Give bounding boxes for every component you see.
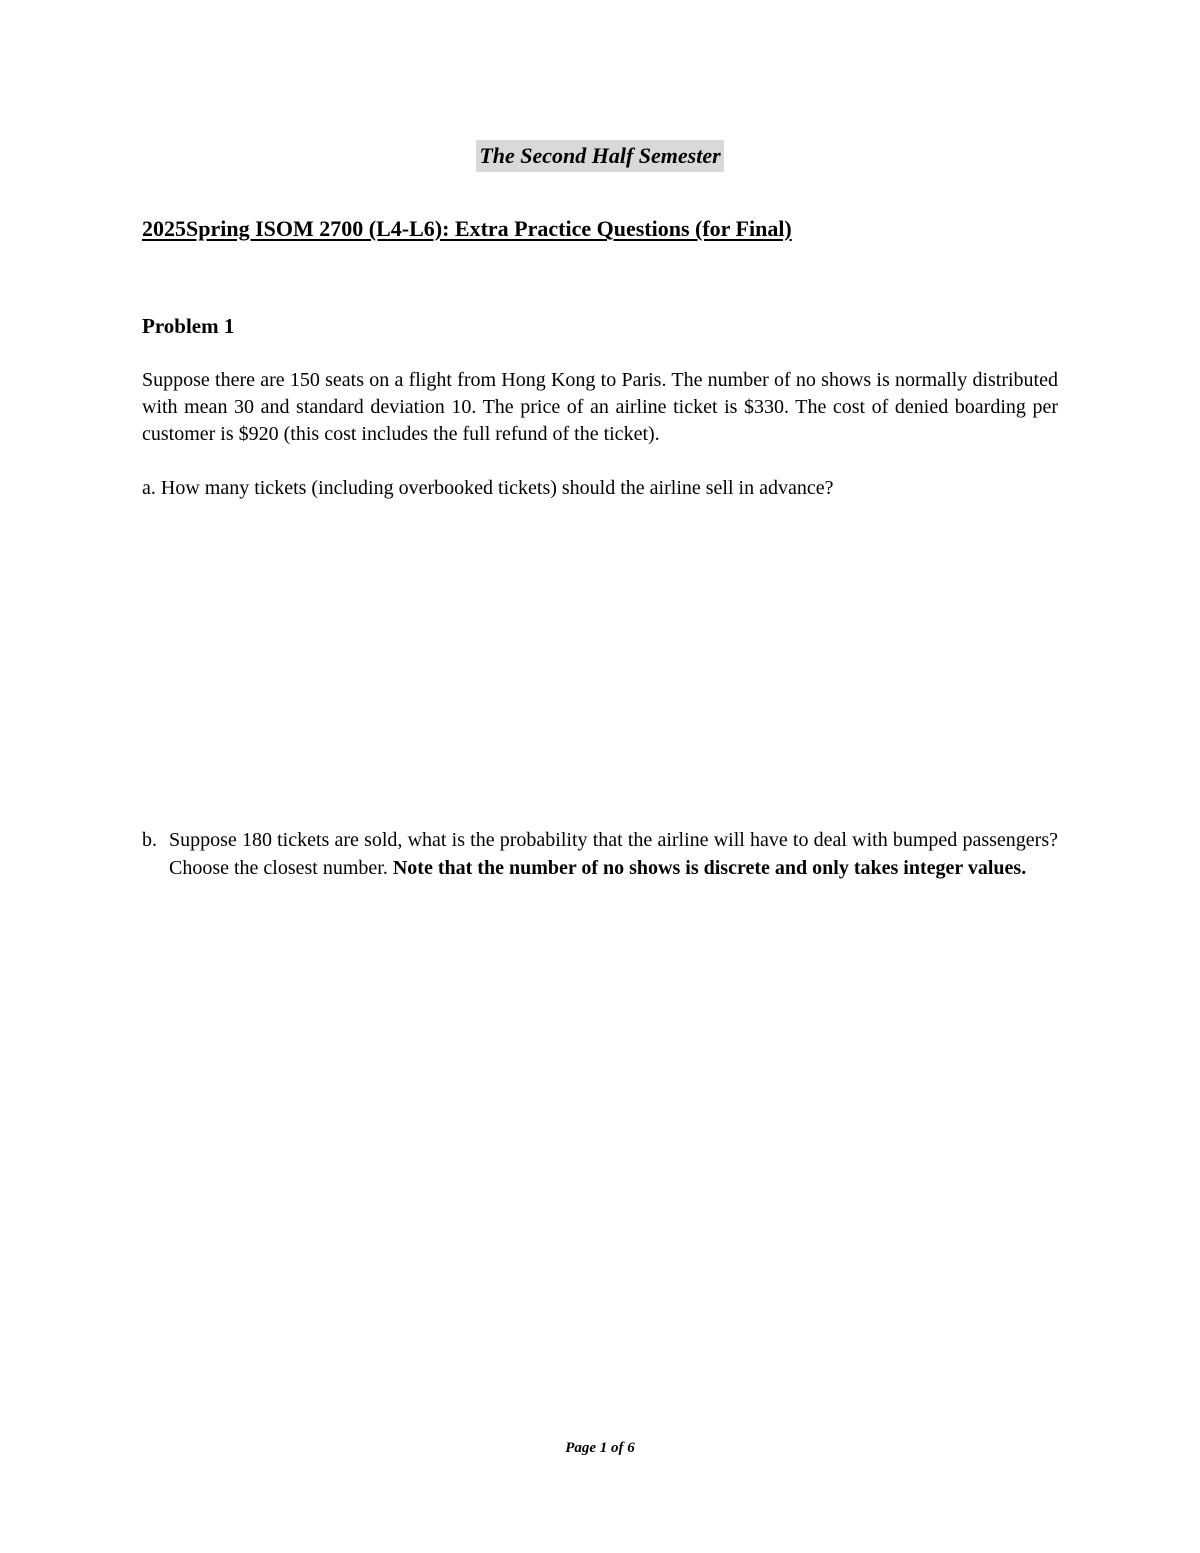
section-title: The Second Half Semester — [476, 140, 723, 172]
question-b-note: Note that the number of no shows is discrete and only takes integer values. — [392, 857, 1027, 879]
page-number: Page 1 of 6 — [565, 1440, 635, 1456]
question-a: a. How many tickets (including overbooked tickets) should the airline sell in advance? — [142, 477, 834, 499]
problem-heading: Problem 1 — [142, 314, 235, 338]
question-b-body — [169, 826, 1058, 882]
question-b-marker: b. — [142, 829, 157, 851]
problem-statement: Suppose there are 150 seats on a flight from Hong Kong to Paris. The number of no shows is normally distributed with mean 30 and standard deviation 10. The price of an airline ticket is $330. The cost of denied boarding per customer is $920 (this cost includes the full refund of the ticket). — [142, 369, 1058, 445]
question-b — [142, 826, 1058, 882]
question-b-text: Suppose 180 tickets are sold, what is the probability that the airline will have to deal with bumped passengers? Choose the closest number. — [169, 829, 1058, 879]
header — [0, 140, 1200, 172]
course-title: 2025Spring ISOM 2700 (L4-L6): Extra Practice Questions (for Final) — [142, 216, 792, 241]
